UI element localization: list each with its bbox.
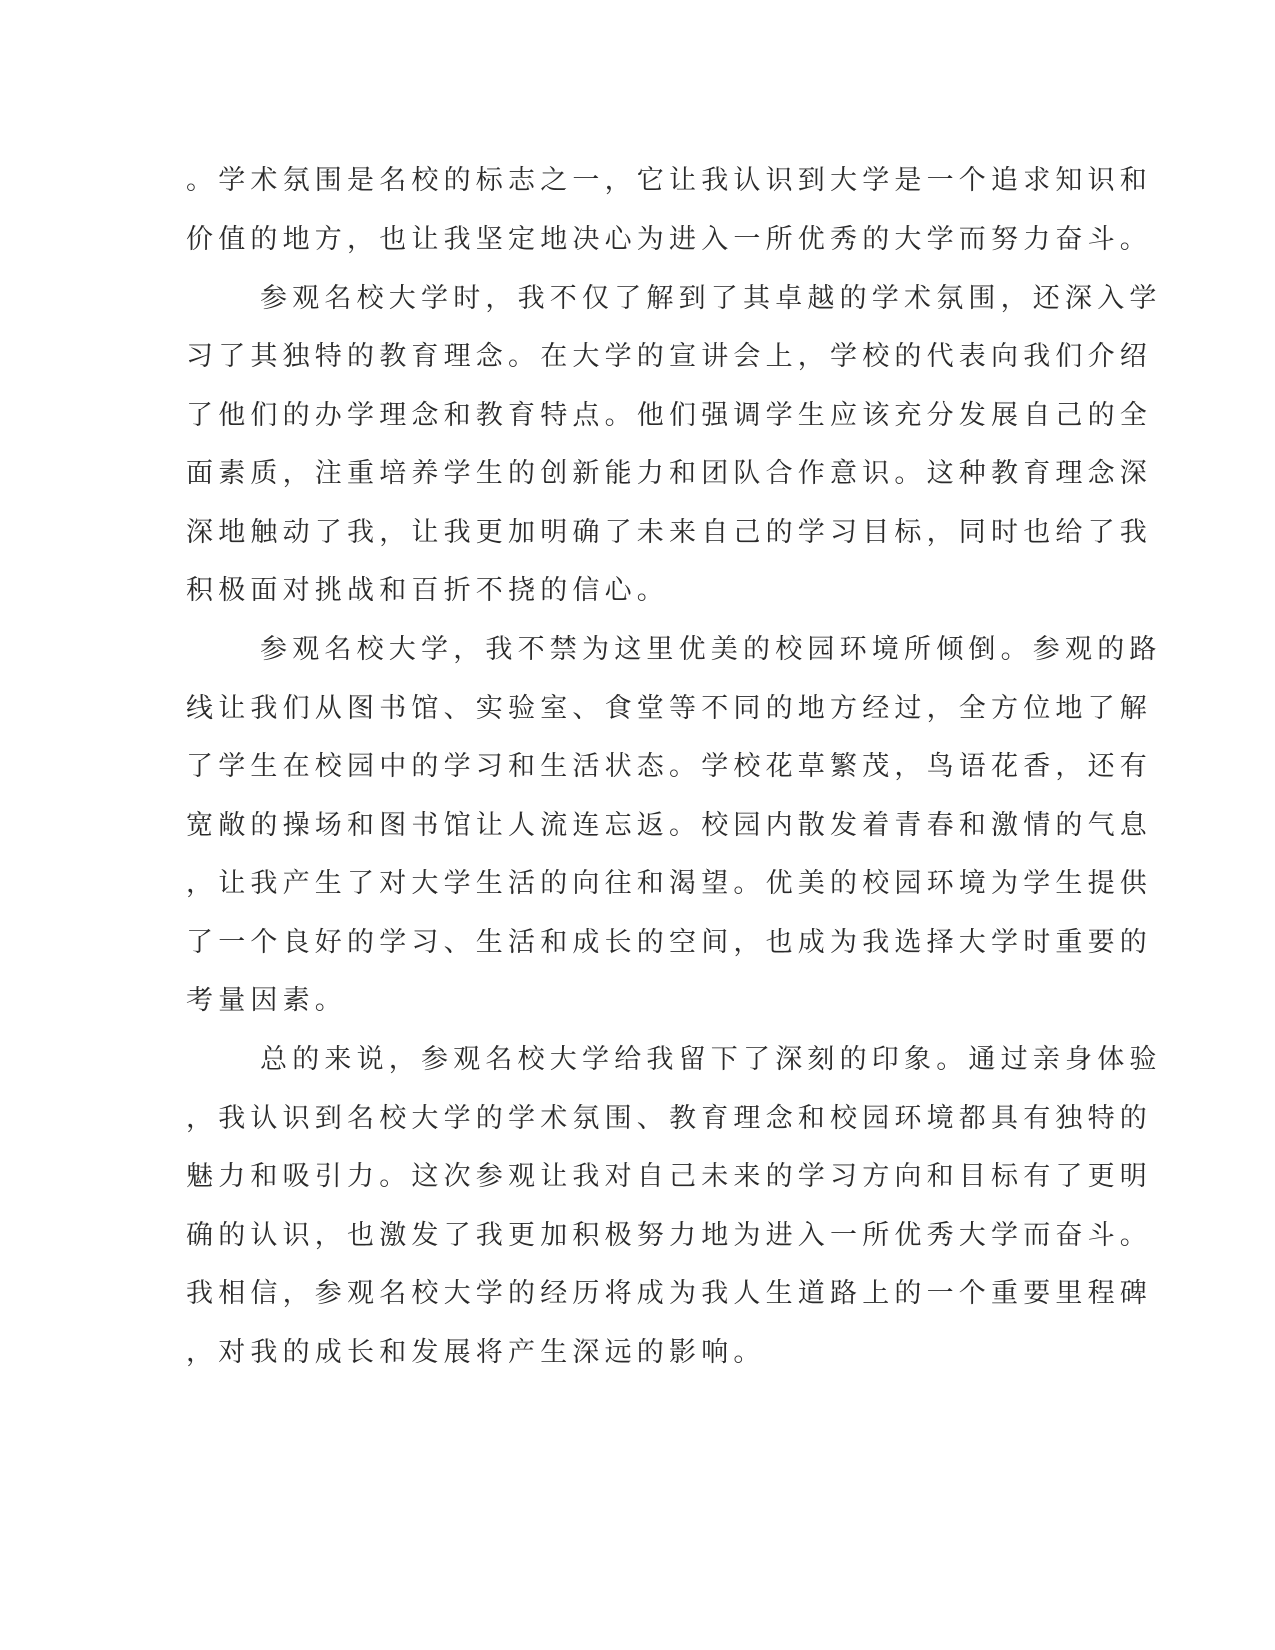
text-line: ，我认识到名校大学的学术氛围、教育理念和校园环境都具有独特的 <box>186 1103 1152 1134</box>
text-line: 了学生在校园中的学习和生活状态。学校花草繁茂，鸟语花香，还有 <box>186 751 1152 782</box>
text-line: 宽敞的操场和图书馆让人流连忘返。校园内散发着青春和激情的气息 <box>186 810 1152 841</box>
text-line: 线让我们从图书馆、实验室、食堂等不同的地方经过，全方位地了解 <box>186 693 1152 724</box>
text-line: 深地触动了我，让我更加明确了未来自己的学习目标，同时也给了我 <box>186 517 1152 548</box>
text-line: 了一个良好的学习、生活和成长的空间，也成为我选择大学时重要的 <box>186 927 1152 958</box>
text-line: ，对我的成长和发展将产生深远的影响。 <box>186 1337 766 1368</box>
text-line: ，让我产生了对大学生活的向往和渴望。优美的校园环境为学生提供 <box>186 868 1152 899</box>
paragraph-first-line: 参观名校大学，我不禁为这里优美的校园环境所倾倒。参观的路 <box>260 634 1162 665</box>
text-line: 习了其独特的教育理念。在大学的宣讲会上，学校的代表向我们介绍 <box>186 341 1152 372</box>
text-line: 了他们的办学理念和教育特点。他们强调学生应该充分发展自己的全 <box>186 400 1152 431</box>
text-line: 我相信，参观名校大学的经历将成为我人生道路上的一个重要里程碑 <box>186 1278 1152 1309</box>
text-line: 考量因素。 <box>186 985 347 1016</box>
text-line: 价值的地方，也让我坚定地决心为进入一所优秀的大学而努力奋斗。 <box>186 224 1152 255</box>
text-line: 确的认识，也激发了我更加积极努力地为进入一所优秀大学而奋斗。 <box>186 1220 1152 1251</box>
paragraph-first-line: 参观名校大学时，我不仅了解到了其卓越的学术氛围，还深入学 <box>260 283 1162 314</box>
text-line: 积极面对挑战和百折不挠的信心。 <box>186 575 669 606</box>
paragraph-first-line: 总的来说，参观名校大学给我留下了深刻的印象。通过亲身体验 <box>260 1044 1162 1075</box>
text-line: 面素质，注重培养学生的创新能力和团队合作意识。这种教育理念深 <box>186 458 1152 489</box>
text-line: 魅力和吸引力。这次参观让我对自己未来的学习方向和目标有了更明 <box>186 1161 1152 1192</box>
text-line: 。学术氛围是名校的标志之一，它让我认识到大学是一个追求知识和 <box>186 165 1152 196</box>
